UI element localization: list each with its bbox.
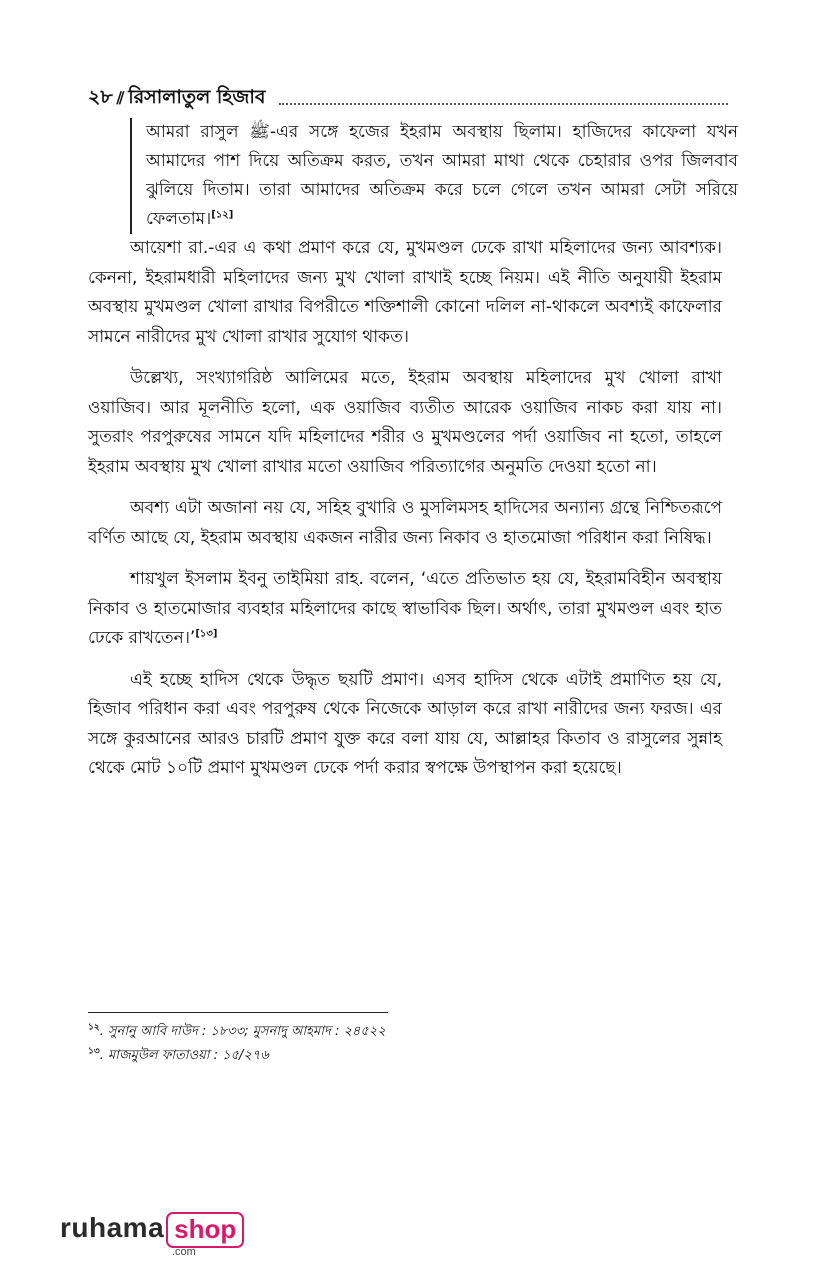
page-number: ২৮ [88,86,113,108]
paragraph-4-text: শায়খুল ইসলাম ইবনু তাইমিয়া রাহ. বলেন, ‘এতে প্রতিভাত হয় যে, ইহরামবিহীন অবস্থায় নিকাব ও হাতমোজার ব্যবহার মহিলাদের কাছে স্বাভাবিক ছিল। অর্থাৎ, তারা মুখমণ্ডল এবং হাত ঢেকে রাখতেন।’ [88,569,722,648]
logo-word-shop: shop [166,1212,244,1248]
footnote-ref-13[interactable]: [১৩] [195,628,218,640]
paragraph-1: আয়েশা রা.-এর এ কথা প্রমাণ করে যে, মুখমণ্ডল ঢেকে রাখা মহিলাদের জন্য আবশ্যক। কেননা, ইহরামধারী মহিলাদের জন্য মুখ খোলা রাখাই হচ্ছে নিয়ম। এই নীতি অনুযায়ী ইহরাম অবস্থায় মুখমণ্ডল খোলা রাখার বিপরীতে শক্তিশালী কোনো দলিল না-থাকলে অবশ্যই কাফেলার সামনে নারীদের মুখ খোলা রাখার সুযোগ থাকত। [88,238,722,347]
quote-text: আমরা রাসুল ﷺ-এর সঙ্গে হজের ইহরাম অবস্থায় ছিলাম। হাজিদের কাফেলা যখন আমাদের পাশ দিয়ে অতিক্রম করত, তখন আমরা মাথা থেকে চেহারার ওপর জিলবাব ঝুলিয়ে দিতাম। তারা আমাদের অতিক্রম করে চলে গেলে তখন আমরা সেটা সরিয়ে ফেলতাম। [146,122,738,229]
footnote-number: ১৩ [88,1046,100,1057]
footnote-number: ১২ [88,1022,100,1033]
paragraph-3: অবশ্য এটা অজানা নয় যে, সহিহ বুখারি ও মুসলিমসহ হাদিসের অন্যান্য গ্রন্থে নিশ্চিতরূপে বর্ণিত আছে যে, ইহরাম অবস্থায় একজন নারীর জন্য নিকাব ও হাতমোজা পরিধান করা নিষিদ্ধ। [88,498,722,548]
main-text [88,234,722,796]
hadith-quote [130,118,738,234]
header-dotted-rule [279,103,728,105]
quill-icon: ⫽ [116,89,125,109]
paragraph-2: উল্লেখ্য, সংখ্যাগরিষ্ঠ আলিমের মতে, ইহরাম অবস্থায় মহিলাদের মুখ খোলা রাখা ওয়াজিব। আর মূলনীতি হলো, এক ওয়াজিব ব্যতীত আরেক ওয়াজিব নাকচ করা যায় না। সুতরাং পরপুরুষের সামনে যদি মহিলাদের শরীর ও মুখমণ্ডলের পর্দা ওয়াজিব না হতো, তাহলে ইহরাম অবস্থায় মুখ খোলা রাখার মতো ওয়াজিব পরিত্যাগের অনুমতি দেওয়া হতো না। [88,368,722,477]
footnote-divider [88,1012,388,1013]
book-title: রিসালাতুল হিজাব [128,86,266,108]
footnote-text: . সুনানু আবি দাউদ : ১৮৩৩; মুসনাদু আহমাদ : ২৪৫২২ [99,1024,386,1039]
footnote-ref-12[interactable]: [১২] [211,209,234,221]
paragraph-5: এই হচ্ছে হাদিস থেকে উদ্ধৃত ছয়টি প্রমাণ। এসব হাদিস থেকে এটাই প্রমাণিত হয় যে, হিজাব পরিধান করা এবং পরপুরুষ থেকে নিজেকে আড়াল করে রাখা নারীদের জন্য ফরজ। এর সঙ্গে কুরআনের আরও চারটি প্রমাণ যুক্ত করে বলা যায় যে, আল্লাহর কিতাব ও রাসুলের সুন্নাহ থেকে মোট ১০টি প্রমাণ মুখমণ্ডল ঢেকে পর্দা করার স্বপক্ষে উপস্থাপন করা হয়েছে। [88,669,722,778]
footnote-item [88,1020,718,1044]
logo-word-ruhama: ruhama [60,1212,165,1243]
footnote-item [88,1044,718,1068]
running-header [88,84,728,114]
footnote-text: . মাজমুউল ফাতাওয়া : ১৫/২৭৬ [99,1048,269,1063]
footnotes [88,1020,718,1068]
paragraph-4 [88,565,722,654]
logo-domain: .com [172,1246,196,1258]
ruhamashop-logo[interactable] [60,1212,244,1256]
